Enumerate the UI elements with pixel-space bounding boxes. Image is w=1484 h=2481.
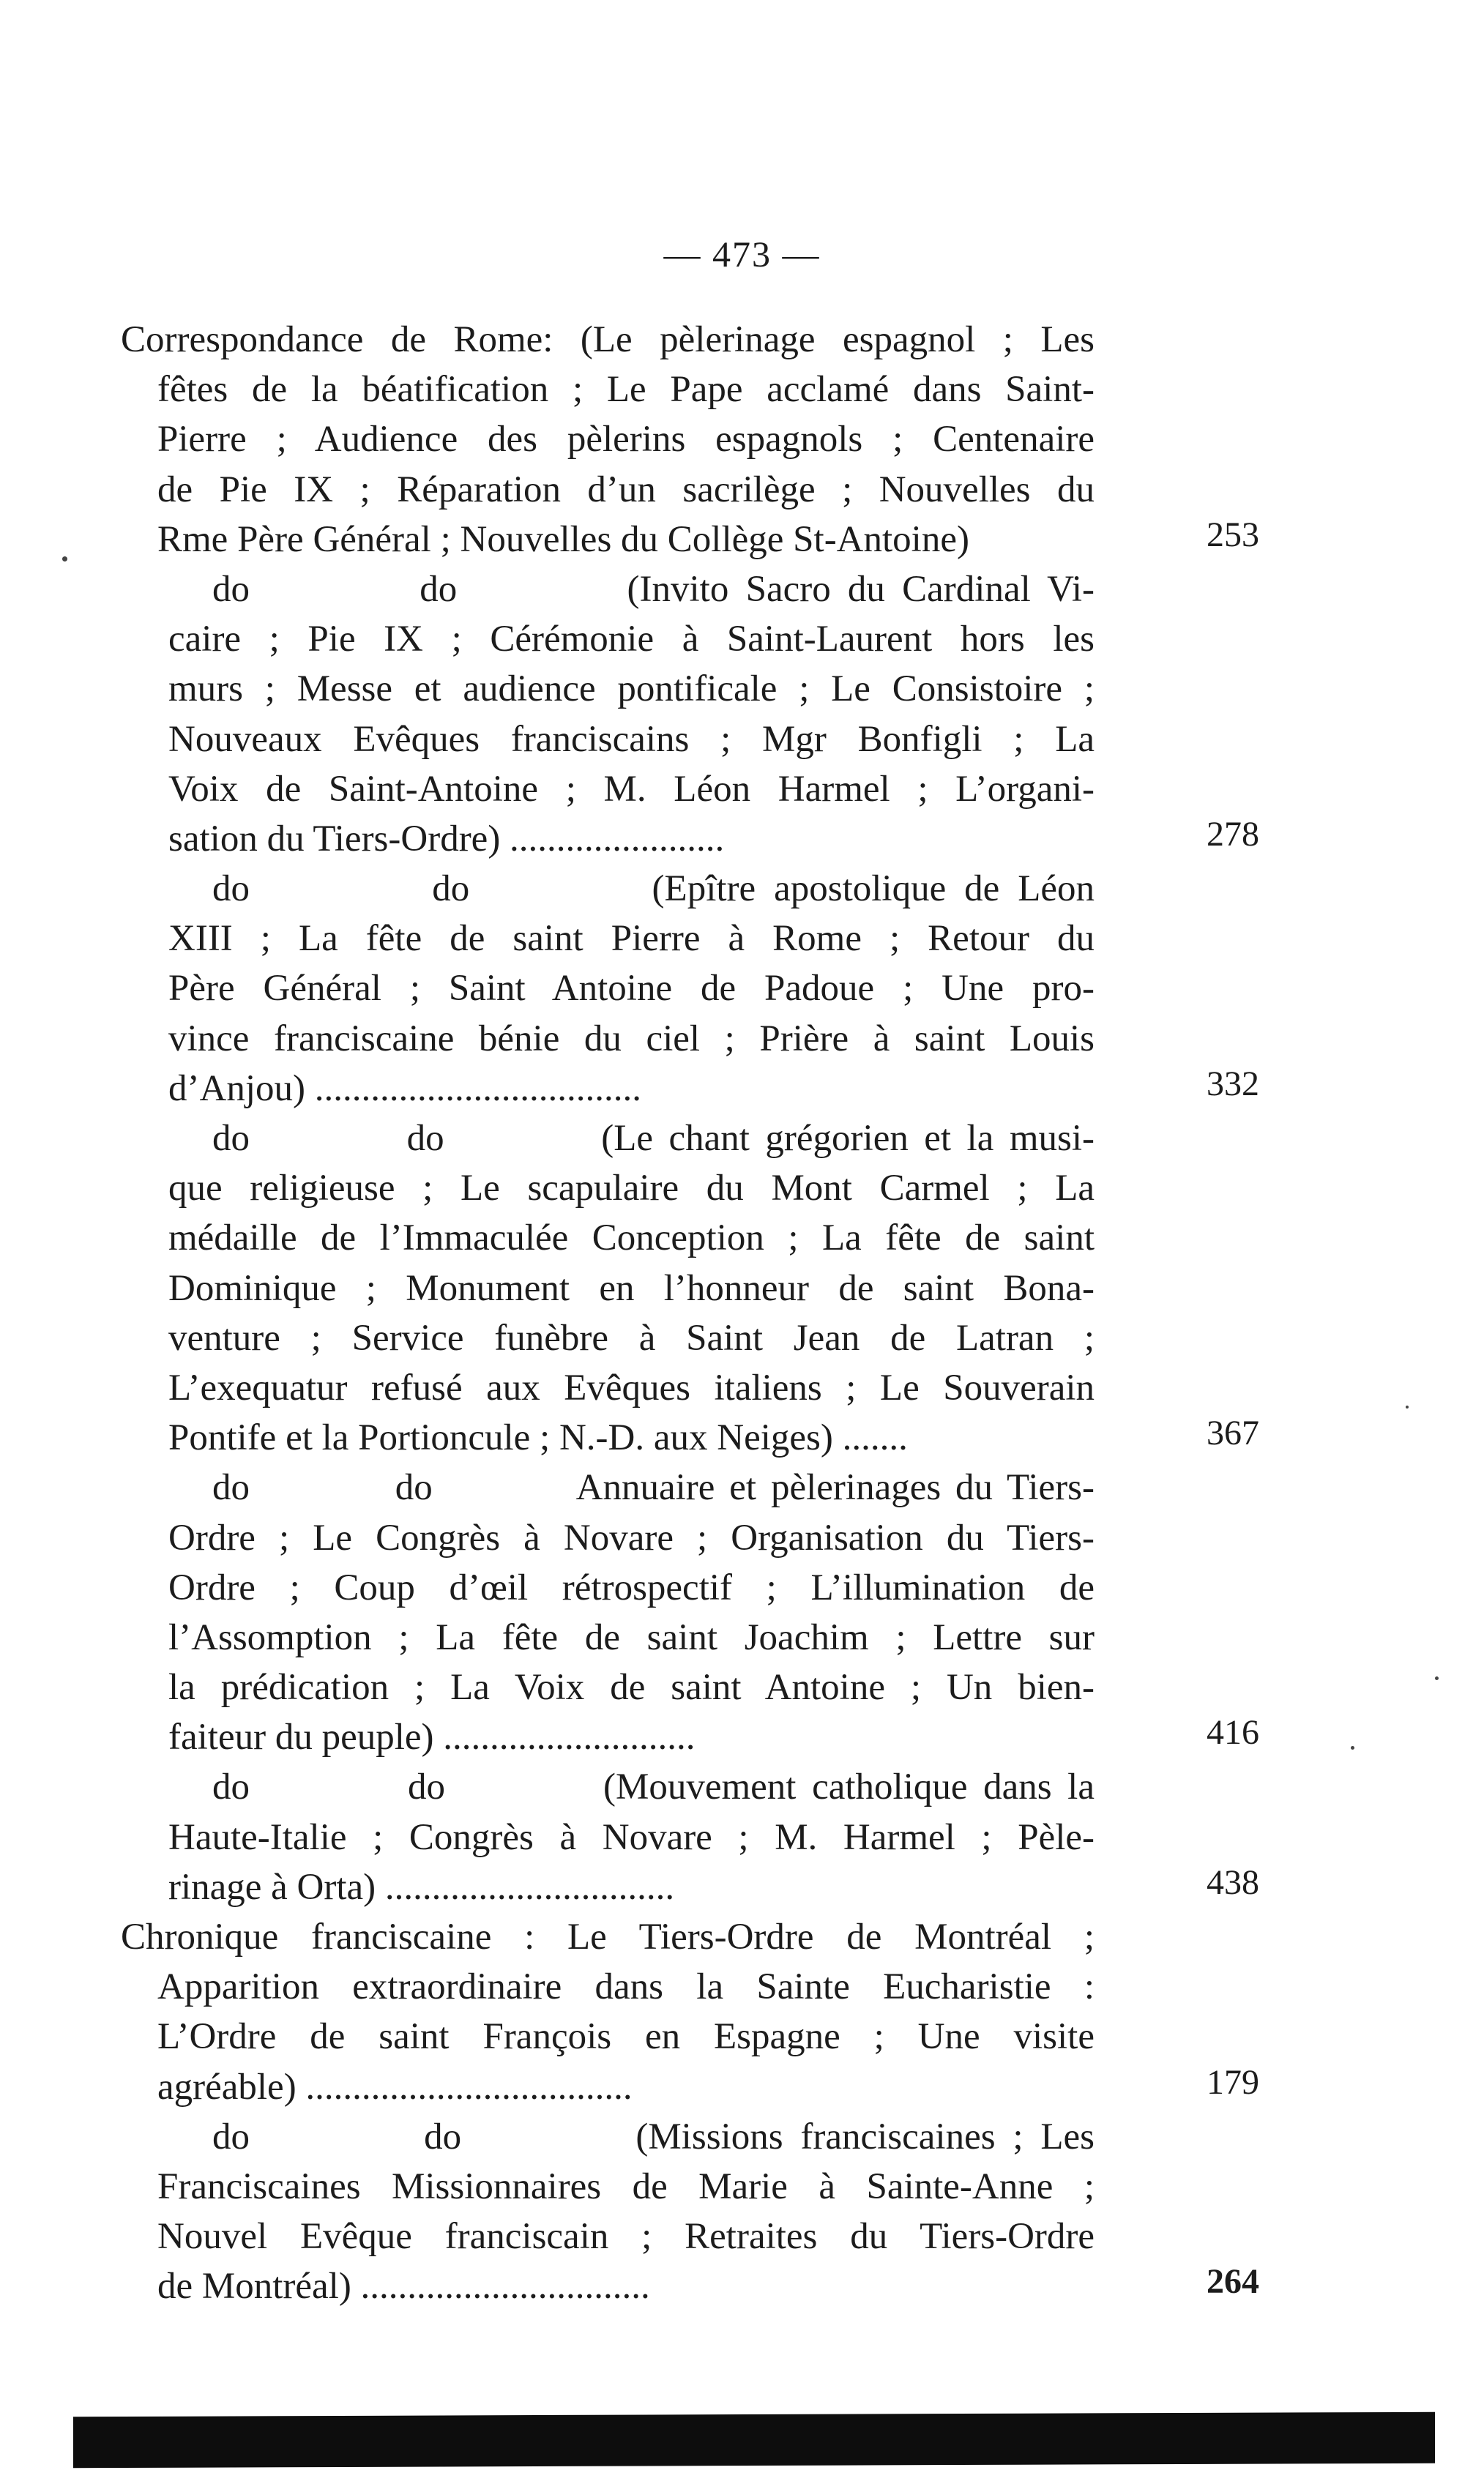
page-reference: 264	[1207, 2262, 1259, 2302]
entry-line: que religieuse ; Le scapulaire du Mont Carmel ; La	[168, 1168, 1095, 1209]
toc-entry	[157, 2112, 1259, 2312]
entry-line: vince franciscaine bénie du ciel ; Prière à saint Louis	[168, 1018, 1095, 1059]
entry-line: sation du Tiers-Ordre) .......................	[168, 818, 725, 859]
entry-line: do do (Mouvement catholique dans la	[212, 1766, 1095, 1808]
entry-line: Rme Père Général ; Nouvelles du Collège St-Antoine)	[157, 518, 969, 560]
page-reference: 332	[1207, 1064, 1259, 1103]
entry-line: d’Anjou) ...................................	[168, 1067, 641, 1109]
entry-line: faiteur du peuple) ...........................	[168, 1717, 696, 1758]
entry-line: caire ; Pie IX ; Cérémonie à Saint-Laurent hors les	[168, 619, 1095, 660]
page-reference: 179	[1207, 2062, 1259, 2102]
toc-entry	[121, 315, 1259, 564]
entry-line: agréable) ...................................	[157, 2066, 633, 2108]
entry-line: médaille de l’Immaculée Conception ; La fête de saint	[168, 1217, 1095, 1259]
entry-line: Nouveaux Evêques franciscains ; Mgr Bonfigli ; La	[168, 718, 1095, 760]
entry-line: do do (Missions franciscaines ; Les	[212, 2116, 1095, 2157]
entry-line: Chronique franciscaine : Le Tiers-Ordre de Montréal ;	[121, 1917, 1095, 1958]
entry-line: XIII ; La fête de saint Pierre à Rome ; Retour du	[168, 918, 1095, 960]
toc-entry	[168, 1762, 1259, 1912]
entry-line: Ordre ; Coup d’œil rétrospectif ; L’illumination de	[168, 1567, 1095, 1608]
page-reference: 416	[1207, 1713, 1259, 1753]
entry-line: do do (Invito Sacro du Cardinal Vi-	[212, 568, 1095, 610]
entry-line: do do Annuaire et pèlerinages du Tiers-	[212, 1467, 1095, 1509]
page-reference: 278	[1207, 814, 1259, 854]
entry-line: do do (Epître apostolique de Léon	[212, 868, 1095, 910]
entry-line: do do (Le chant grégorien et la musi-	[212, 1118, 1095, 1159]
entry-line: Correspondance de Rome: (Le pèlerinage espagnol ; Les	[121, 319, 1095, 360]
toc-entry	[168, 564, 1259, 864]
page-number: — 473 —	[663, 234, 821, 275]
entry-line: de Montréal) ...............................	[157, 2266, 650, 2307]
entry-line: Dominique ; Monument en l’honneur de saint Bona-	[168, 1267, 1095, 1309]
entry-line: Voix de Saint-Antoine ; M. Léon Harmel ; L’organi-	[168, 768, 1095, 810]
toc-entry	[168, 1463, 1259, 1762]
entry-line: murs ; Messe et audience pontificale ; Le Consistoire ;	[168, 668, 1095, 710]
scan-speck	[1351, 1746, 1354, 1750]
table-of-contents	[121, 315, 1259, 2312]
scan-speck	[1435, 1676, 1439, 1680]
entry-line: fêtes de la béatification ; Le Pape acclamé dans Saint-	[157, 369, 1095, 411]
page-reference: 438	[1207, 1862, 1259, 1902]
entry-line: de Pie IX ; Réparation d’un sacrilège ; Nouvelles du	[157, 469, 1095, 510]
entry-line: Nouvel Evêque franciscain ; Retraites du Tiers-Ordre	[157, 2216, 1095, 2258]
page-reference: 367	[1207, 1414, 1259, 1453]
entry-line: Haute-Italie ; Congrès à Novare ; M. Harmel ; Pèle-	[168, 1816, 1095, 1858]
toc-entry	[121, 1912, 1259, 2112]
scan-speck	[1406, 1406, 1409, 1409]
page-edge-shadow	[73, 2412, 1435, 2468]
entry-line: rinage à Orta) ...............................	[168, 1866, 675, 1908]
entry-line: l’Assomption ; La fête de saint Joachim ; Lettre sur	[168, 1616, 1095, 1658]
entry-line: L’exequatur refusé aux Evêques italiens ; Le Souverain	[168, 1367, 1095, 1409]
entry-line: Apparition extraordinaire dans la Sainte Eucharistie :	[157, 1966, 1095, 2008]
entry-line: la prédication ; La Voix de saint Antoine ; Un bien-	[168, 1667, 1095, 1709]
toc-entry	[168, 1113, 1259, 1463]
toc-entry	[168, 864, 1259, 1113]
entry-line: Franciscaines Missionnaires de Marie à Sainte-Anne ;	[157, 2165, 1095, 2207]
scan-speck	[62, 556, 67, 562]
entry-line: Père Général ; Saint Antoine de Padoue ; Une pro-	[168, 968, 1095, 1010]
page-reference: 253	[1207, 515, 1259, 554]
entry-line: L’Ordre de saint François en Espagne ; Une visite	[157, 2016, 1095, 2058]
entry-line: venture ; Service funèbre à Saint Jean de Latran ;	[168, 1317, 1095, 1359]
entry-line: Ordre ; Le Congrès à Novare ; Organisation du Tiers-	[168, 1517, 1095, 1559]
entry-line: Pierre ; Audience des pèlerins espagnols ; Centenaire	[157, 419, 1095, 460]
entry-line: Pontife et la Portioncule ; N.-D. aux Neiges) .......	[168, 1417, 908, 1459]
